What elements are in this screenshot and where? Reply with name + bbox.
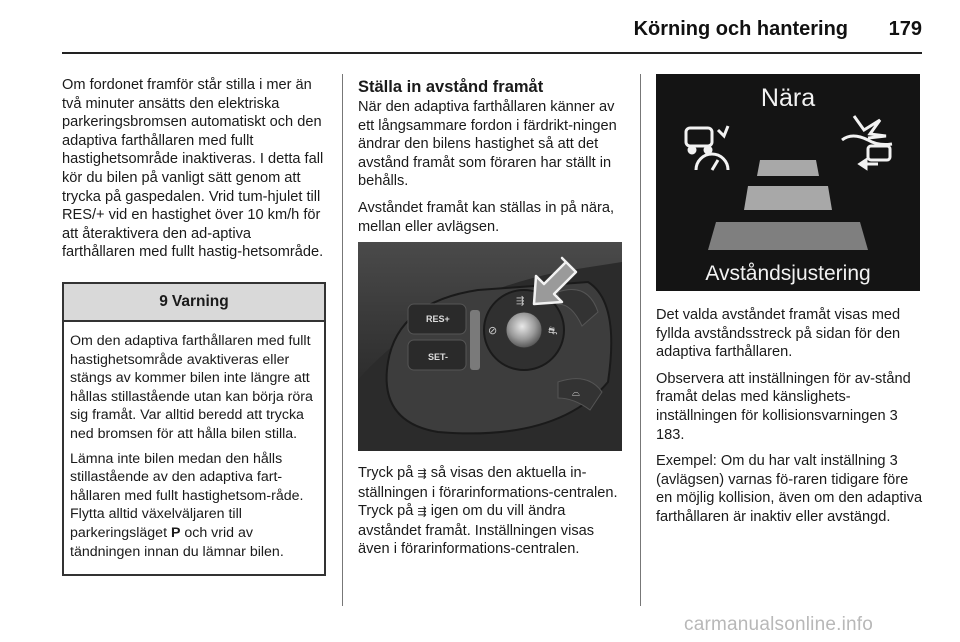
- warning-icon: 9: [159, 293, 168, 310]
- column-divider-2: [640, 74, 641, 606]
- section-heading: Ställa in avstånd framåt: [358, 78, 544, 96]
- col3-text: Observera att inställningen för av-stånd framåt delas med känslighets-inställningen för kollisionsvarningen: [656, 370, 911, 424]
- distance-button-icon: ⇶: [417, 468, 427, 480]
- header-rule: [62, 52, 922, 54]
- col3-paragraph-3: Exempel: Om du har valt inställning 3 (avlägsen) varnas fö-raren tidigare före en möjlig kollision, även om den adaptiva farthållaren är inaktiv eller avstängd.: [656, 453, 923, 525]
- display-top-label: Nära: [760, 84, 816, 112]
- col2-paragraph-1: När den adaptiva farthållaren känner av ett långsammare fordon i färdrikt-ningen ändrar den bilens hastighet så att det avstånd framåt som föraren har ställt in behålls.: [358, 99, 617, 190]
- display-bottom-label: Avståndsjustering: [705, 262, 871, 285]
- distance-display: [656, 74, 920, 291]
- warning-paragraph-2: [70, 450, 318, 562]
- col2-text: Tryck på: [358, 465, 418, 481]
- col2-paragraph-2: Avståndet framåt kan ställas in på nära, mellan eller avlägsen.: [358, 199, 615, 235]
- steering-wheel-photo: [358, 242, 622, 451]
- watermark: carmanualsonline.info: [684, 614, 874, 635]
- column-2-lower: [358, 464, 626, 567]
- chapter-title: Körning och hantering: [633, 18, 848, 40]
- col3-paragraph-1: Det valda avståndet framåt visas med fyllda avståndsstreck på sidan för den adaptiva farthållaren.: [656, 307, 901, 361]
- warning-text: och vrid av tändningen innan du lämnar bilen.: [70, 524, 284, 560]
- col2-paragraph-3: [358, 464, 626, 559]
- page-number: 179: [888, 18, 922, 40]
- warning-paragraph-1: Om den adaptiva farthållaren med fullt hastighetsområde avaktiveras eller stängs av kommer bilen inte längre att hållas stillastående utan kan börja röra sig framåt. Var alltid beredd att trycka ned bromsen för att hålla bilen stilla.: [70, 333, 313, 442]
- column-divider-1: [342, 74, 343, 606]
- distance-button-icon: ⇶: [417, 506, 427, 519]
- column-2: [358, 78, 626, 244]
- lane-icon: ⌓: [572, 388, 580, 399]
- col2-text: igen om du vill ändra avståndet framåt. Inställningen visas även i förarinformations-centralen.: [358, 503, 595, 558]
- col3-paragraph-2: [656, 370, 924, 444]
- warning-title: Varning: [171, 293, 229, 310]
- distance-display-illustration: [656, 74, 920, 291]
- steering-wheel-illustration: [358, 242, 622, 451]
- col1-paragraph-1: Om fordonet framför står stilla i mer än två minuter ansätts den elektriska parkeringsbromsen automatiskt och den adaptiva farthållaren med fullt hastighetsområde inaktiveras. I detta fall kör du bilen på vanligt sätt genom att trycka på gaspedalen. Vrid tum-hjulet till RES/+ vid en hastighet över 10 km/h för att återaktivera den ad-aptiva farthållaren med fullt hastig-hetsområde.: [62, 77, 324, 261]
- distance-icon: ⇶: [516, 296, 525, 307]
- col2-text: så visas den aktuella in-ställningen i förarinformations-centralen. Tryck på: [358, 465, 618, 520]
- set-label: SET-: [428, 352, 449, 362]
- column-3: [656, 306, 924, 535]
- warning-text: Lämna inte bilen medan den hålls stillastående av den adaptiva fart-hållaren med fullt hastighetsom-råde. Flytta alltid växelväljaren till parkeringsläget: [70, 450, 304, 541]
- warning-body: [64, 322, 324, 561]
- res-label: RES+: [426, 314, 450, 324]
- warning-bold: P: [170, 524, 181, 541]
- cancel-icon: ⊘: [488, 324, 498, 337]
- car-icon: ⛐: [548, 324, 558, 337]
- column-1: [62, 76, 327, 270]
- warning-header: [64, 284, 324, 322]
- warning-box: [62, 282, 326, 576]
- cross-reference-link[interactable]: 3 183.: [656, 407, 898, 443]
